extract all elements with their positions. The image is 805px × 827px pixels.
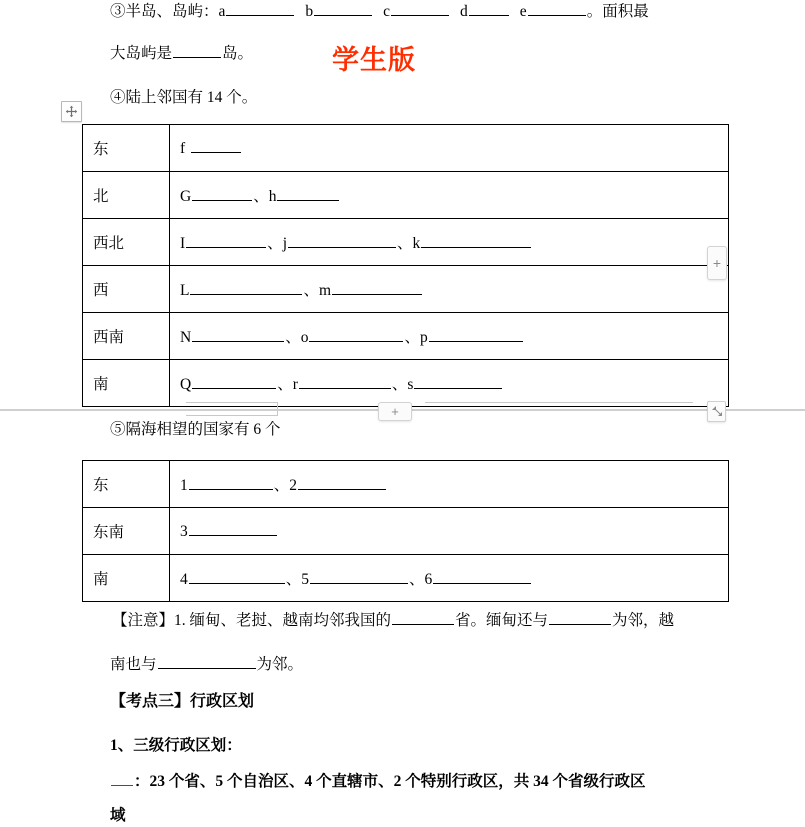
admin-division-text: ：23 个省、5 个自治区、4 个直辖市、2 个特别行政区，共 34 个省级行政区 [134,773,646,790]
blank-field[interactable] [192,187,252,201]
blank-field[interactable] [189,522,277,536]
table-row[interactable] [83,461,729,508]
item-label: 1 [180,477,188,494]
blank-field[interactable] [298,476,386,490]
subheading-three-level-divisions: 1、三级行政区划： [110,737,242,754]
answer-cell[interactable] [170,313,729,360]
note-text-3: 为邻，越 [612,612,675,629]
blank-field[interactable] [192,375,276,389]
table-row[interactable] [83,172,729,219]
insert-row-button[interactable]: + [378,402,412,421]
item-separator: 、 [253,188,269,205]
blank-field[interactable] [190,281,302,295]
table-guide-line-left-lower [186,415,278,416]
admin-division-line[interactable] [110,772,646,792]
table-row[interactable] [83,508,729,555]
note-text-2: 省。缅甸还与 [455,612,549,629]
table-guide-line-right [425,402,693,403]
direction-cell[interactable]: 东 [83,461,170,508]
blank-e[interactable] [528,2,586,16]
blank-field[interactable] [189,476,273,490]
note-text-1: 1. 缅甸、老挝、越南均邻我国的 [174,612,392,629]
item-separator: 、 [409,571,425,588]
direction-cell[interactable]: 西北 [83,219,170,266]
blank-field[interactable] [332,281,422,295]
item-label: I [180,235,186,252]
heading-kaodian-three: 【考点三】行政区划 [110,693,255,710]
item-label: o [300,329,309,346]
table-row[interactable] [83,219,729,266]
blank-d[interactable] [469,2,509,16]
blank-field[interactable] [191,139,241,153]
blank-note-2[interactable] [549,611,611,625]
largest-island-prefix: 大岛屿是 [110,45,173,62]
blank-field[interactable] [433,570,531,584]
table-row[interactable] [83,125,729,172]
item-separator: 、 [303,282,319,299]
item-label: s [407,376,414,393]
note-line2-tail: 为邻。 [256,656,304,673]
resize-diagonal-icon [711,405,723,418]
paragraph-islands-line2[interactable] [110,44,253,64]
direction-cell[interactable]: 南 [83,360,170,407]
blank-label-d: d [460,3,468,20]
blank-field[interactable] [189,570,285,584]
direction-cell[interactable]: 南 [83,555,170,602]
item-separator: 、 [285,329,301,346]
blank-label-b: b [305,3,314,20]
note-label: 【注意】 [112,612,175,629]
item-separator: 、 [285,571,302,588]
item-separator: 、 [273,477,290,494]
table-land-neighbors-body [83,125,729,407]
caption-sea-neighbors: ⑤隔海相望的国家有 6 个 [110,421,281,438]
item-separator: 、 [267,235,283,252]
note-line2-prefix: 南也与 [110,656,157,673]
answer-cell[interactable] [170,172,729,219]
table-resize-handle[interactable] [707,401,726,422]
caption-land-neighbors: ④陆上邻国有 14 个。 [110,89,258,106]
item-label: 3 [180,522,188,540]
answer-cell[interactable] [170,360,729,407]
table-land-neighbors[interactable] [82,124,729,407]
blank-largest-island[interactable] [173,44,221,58]
largest-island-tail: 岛。 [222,45,254,62]
item-label: j [282,235,287,252]
item-separator: 、 [277,376,293,393]
answer-cell[interactable] [170,461,729,508]
paragraph-islands-prefix: ③半岛、岛屿： [110,3,219,20]
item-label: h [268,188,277,205]
blank-label-a: a [218,3,226,20]
blank-field[interactable] [299,375,391,389]
item-label: N [180,329,192,346]
item-label: Q [180,376,192,393]
direction-cell[interactable]: 北 [83,172,170,219]
table-row[interactable] [83,266,729,313]
direction-cell[interactable]: 东南 [83,508,170,555]
blank-field[interactable] [310,570,408,584]
blank-admin-level[interactable] [111,772,133,786]
blank-field[interactable] [192,328,284,342]
note-line1[interactable] [112,611,674,631]
table-sea-neighbors[interactable] [82,460,729,602]
blank-label-c: c [383,3,391,20]
item-label: k [412,235,421,252]
item-label: f [180,139,186,157]
admin-division-line2: 域 [110,807,126,824]
table-move-handle[interactable] [61,101,82,122]
blank-field[interactable] [414,375,502,389]
insert-column-button[interactable]: + [707,246,727,280]
item-separator: 、 [391,376,408,393]
item-label: p [419,329,428,346]
blank-field[interactable] [186,234,266,248]
blank-field[interactable] [429,328,523,342]
answer-cell[interactable] [170,125,729,172]
paragraph-islands-tail: 。面积最 [586,3,649,20]
table-row[interactable] [83,313,729,360]
answer-cell[interactable] [170,219,729,266]
direction-cell[interactable]: 西南 [83,313,170,360]
blank-field[interactable] [421,234,531,248]
blank-b[interactable] [314,2,372,16]
blank-a[interactable] [226,2,294,16]
item-label: L [180,282,190,299]
move-cross-icon [65,105,78,118]
blank-field[interactable] [277,187,339,201]
item-separator: 、 [397,235,413,252]
item-label: 4 [180,571,188,588]
direction-cell[interactable]: 东 [83,125,170,172]
blank-note-3[interactable] [158,655,256,669]
table-sea-neighbors-body [83,461,729,602]
direction-cell[interactable]: 西 [83,266,170,313]
item-label: m [318,282,332,299]
blank-note-1[interactable] [392,611,454,625]
blank-field[interactable] [288,234,396,248]
note-line2[interactable] [110,655,303,675]
table-row[interactable] [83,360,729,407]
table-guide-line-left [186,402,278,403]
table-row[interactable] [83,555,729,602]
answer-cell[interactable] [170,508,729,555]
blank-c[interactable] [391,2,449,16]
item-label: 6 [424,571,433,588]
blank-field[interactable] [309,328,403,342]
item-separator: 、 [404,329,420,346]
paragraph-islands-line1[interactable] [110,2,649,22]
answer-cell[interactable] [170,555,729,602]
item-label: 2 [289,477,298,494]
blank-label-e: e [519,3,527,20]
item-label: 5 [301,571,310,588]
student-edition-watermark: 学生版 [332,45,416,76]
item-label: r [292,376,298,393]
answer-cell[interactable] [170,266,729,313]
item-label: G [180,188,192,205]
